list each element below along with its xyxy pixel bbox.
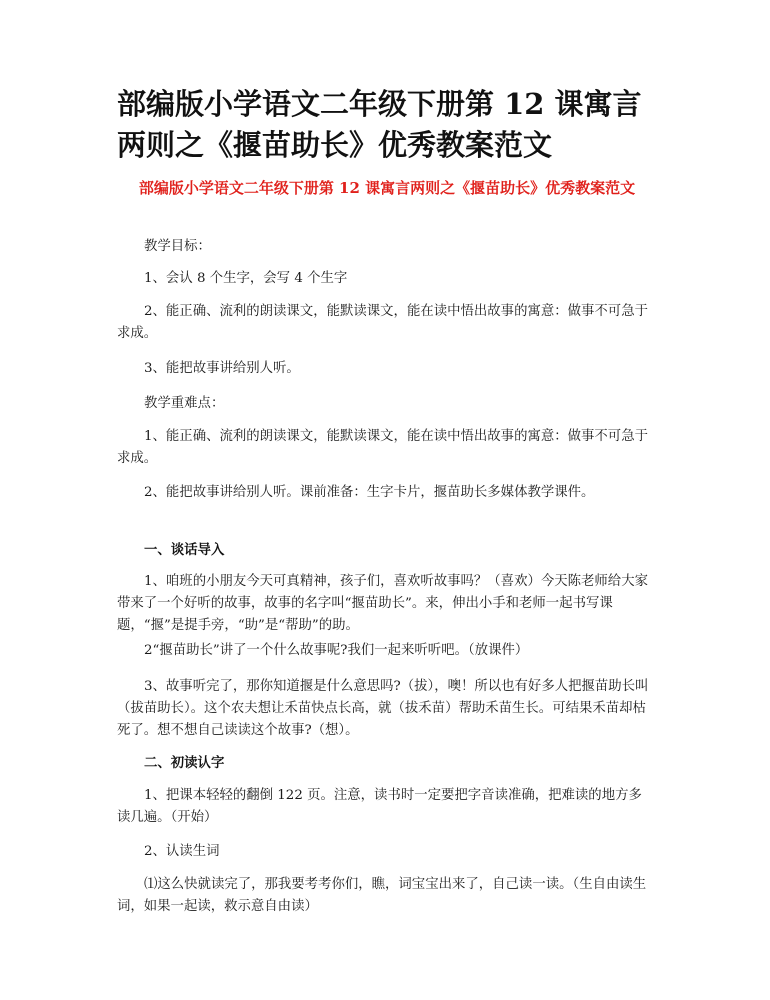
section-heading-reading: 二、初读认字 — [144, 755, 225, 771]
paragraph-keypoint-2: 2、能把故事讲给别人听。课前准备：生字卡片，揠苗助长多媒体教学课件。 — [144, 485, 595, 500]
paragraph-reading-3: ⑴这么快就读完了，那我要考考你们，瞧，词宝宝出来了，自己读一读。（生自由读生词，如果一起读，救示意自由读） — [117, 877, 647, 914]
paragraph-objective-3: 3、能把故事讲给别人听。 — [144, 361, 300, 376]
paragraph-reading-2: 2、认读生词 — [144, 844, 220, 859]
paragraph-intro-1: 1、咱班的小朋友今天可真精神，孩子们，喜欢听故事吗？（喜欢）今天陈老师给大家带来了一个好听的故事，故事的名字叫“揠苗助长”。来，伸出小手和老师一起书写课题，“揠”是提手旁，“助”是“帮助”的助。 — [117, 574, 648, 633]
paragraph-keypoints-heading: 教学重难点： — [144, 396, 225, 411]
paragraph-keypoint-1: 1、能正确、流利的朗读课文，能默读课文，能在读中悟出故事的寓意：做事不可急于求成。 — [117, 429, 648, 466]
page-subtitle: 部编版小学语文二年级下册第 12 课寓言两则之《揠苗助长》优秀教案范文 — [138, 179, 636, 197]
paragraph-intro-3: 3、故事听完了，那你知道揠是什么意思吗?（拔），噢！所以也有好多人把揠苗助长叫（拔苗助长）。这个农夫想让禾苗快点长高，就（拔禾苗）帮助禾苗生长。可结果禾苗却枯死了。想不想自己读读这个故事?（想）。 — [117, 679, 649, 738]
section-heading-intro: 一、谈话导入 — [144, 542, 225, 558]
paragraph-intro-2: 2“揠苗助长”讲了一个什么故事呢?我们一起来听听吧。（放课件） — [144, 643, 529, 658]
paragraph-objective-1: 1、会认 8 个生字，会写 4 个生字 — [144, 271, 348, 286]
page-title: 部编版小学语文二年级下册第 12 课寓言两则之《揠苗助长》优秀教案范文 — [117, 87, 642, 162]
paragraph-objective-2: 2、能正确、流利的朗读课文，能默读课文，能在读中悟出故事的寓意：做事不可急于求成。 — [117, 304, 648, 341]
paragraph-reading-1: 1、把课本轻轻的翻倒 122 页。注意，读书时一定要把字音读准确，把难读的地方多读几遍。（开始） — [117, 788, 642, 825]
paragraph-objectives-heading: 教学目标： — [144, 239, 211, 254]
